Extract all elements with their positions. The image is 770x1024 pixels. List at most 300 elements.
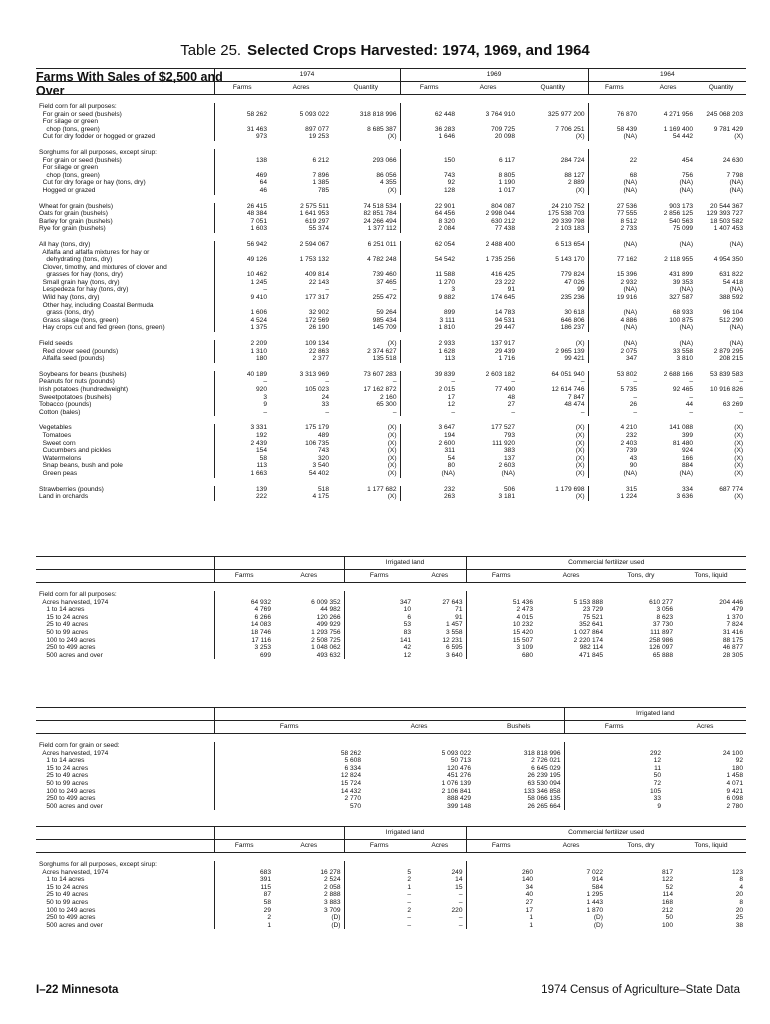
cell-value: 166	[682, 454, 694, 462]
cell-value: 46 877	[722, 644, 744, 652]
cell-value: 1 870	[586, 906, 603, 914]
table-row	[36, 401, 746, 409]
column-header: Farms	[564, 721, 664, 734]
cell-value: 5 153 888	[573, 598, 603, 606]
cell-value	[344, 861, 414, 869]
column-header: Bushels	[474, 721, 564, 734]
row-label: 1 to 14 acres	[39, 757, 85, 765]
cell-value: 12 231	[442, 636, 463, 644]
cell-value: 479	[732, 606, 744, 614]
cell-value: 86 056	[376, 171, 397, 179]
cell-value: 17	[466, 907, 536, 915]
cell-value: 90	[588, 462, 640, 470]
cell-value: 14	[455, 876, 463, 884]
table-row	[36, 795, 746, 803]
cell-value: 15	[455, 883, 463, 891]
cell-value: 39 839	[400, 371, 458, 379]
cell-value: (X)	[387, 431, 397, 439]
cell-value: 2 015	[400, 386, 458, 394]
cell-value: 3 647	[400, 424, 458, 432]
cell-value: 2 508 725	[311, 636, 341, 644]
cell-value	[400, 302, 458, 310]
cell-value	[588, 164, 640, 172]
cell-value: 1 270	[400, 279, 458, 287]
cell-value: 6 595	[445, 644, 463, 652]
cell-value: –	[458, 921, 463, 929]
cell-value: 1 048 062	[311, 644, 341, 652]
cell-value: 1 606	[214, 309, 270, 317]
cell-value: 20 544 367	[710, 202, 744, 210]
cell-value: 123	[732, 868, 744, 876]
cell-value: 2 374 627	[367, 347, 397, 355]
row-label: Alfalfa seed (pounds)	[39, 355, 105, 363]
table-row	[36, 455, 746, 463]
cell-value: 50 713	[450, 757, 471, 765]
cell-value: 260	[466, 869, 536, 877]
cell-value: 1 027 864	[573, 628, 603, 636]
cell-value	[400, 164, 458, 172]
cell-value: 99 421	[564, 355, 585, 363]
cell-value	[588, 118, 640, 126]
cell-value: (X)	[734, 454, 744, 462]
cell-value: 4 769	[214, 606, 274, 614]
cell-value: 16 278	[320, 868, 341, 876]
cell-value: 20	[735, 891, 744, 899]
cell-value: –	[214, 378, 270, 386]
row-label: For grain or seed (bushels)	[39, 156, 122, 164]
cell-value: 75 099	[672, 225, 694, 233]
table-row	[36, 317, 746, 325]
row-label: Hay crops cut and fed green (tons, green)	[39, 324, 165, 332]
cell-value: 33	[321, 401, 329, 409]
cell-value: (D)	[593, 921, 603, 929]
cell-value: 2 688 166	[663, 370, 694, 378]
cell-value: (NA)	[679, 286, 694, 294]
cell-value: 114	[662, 891, 673, 899]
table-row	[36, 172, 746, 180]
cell-value: 177 317	[305, 294, 329, 302]
cell-value: 1 663	[214, 470, 270, 478]
cell-value: 141 088	[669, 424, 694, 432]
cell-value: 1 457	[445, 621, 463, 629]
cell-value: 194	[400, 432, 458, 440]
cell-value: (NA)	[588, 286, 640, 294]
cell-value: 111 897	[650, 628, 673, 636]
cell-value: –	[325, 286, 329, 294]
cell-value: 44	[685, 401, 694, 409]
sorghum-irrigation-fertilizer-table	[36, 826, 746, 929]
row-label: chop (tons, green)	[39, 171, 100, 179]
column-header: Acres	[536, 840, 606, 853]
row-label: 50 to 99 acres	[39, 628, 89, 636]
cell-value: 7 798	[726, 171, 744, 179]
cell-value: 17	[400, 394, 458, 402]
cell-value	[214, 264, 270, 272]
cell-value: 62 448	[400, 111, 458, 119]
cell-value	[332, 149, 400, 157]
cell-value: 1 385	[312, 179, 329, 187]
cell-value: (D)	[331, 914, 341, 922]
cell-value: 1 716	[498, 355, 516, 363]
cell-value	[518, 264, 588, 272]
table-row	[36, 218, 746, 226]
cell-value: 469	[214, 172, 270, 180]
cell-value: 683	[214, 869, 274, 877]
cell-value: (NA)	[588, 340, 640, 348]
cell-value	[270, 103, 332, 111]
cell-value: 2 118 955	[664, 256, 694, 264]
cell-value: 1 646	[400, 133, 458, 141]
cell-value: 920	[214, 386, 270, 394]
cell-value	[400, 264, 458, 272]
cell-value: 56 942	[214, 241, 270, 249]
cell-value: 24 630	[722, 156, 744, 164]
cell-value: 6 098	[726, 795, 744, 803]
cell-value: 128	[400, 187, 458, 195]
cell-value: 5 143 170	[555, 256, 585, 264]
cell-value: 53 839 583	[710, 370, 744, 378]
table-row	[36, 899, 746, 907]
cell-value: 18 503 582	[710, 217, 744, 225]
table-heading: Selected Crops Harvested: 1974, 1969, and 1964	[247, 42, 590, 59]
column-header: Acres	[274, 840, 344, 853]
cell-value: 779 824	[560, 271, 585, 279]
cell-value: (NA)	[679, 324, 694, 332]
cell-value: 68 933	[672, 309, 694, 317]
cell-value: 327 587	[669, 294, 694, 302]
cell-value: 284 724	[560, 156, 585, 164]
cell-value	[332, 264, 400, 272]
cell-value: (X)	[575, 424, 585, 432]
cell-value: 7 022	[586, 868, 603, 876]
cell-value: (NA)	[588, 470, 640, 478]
cell-value: 59 264	[376, 309, 397, 317]
cell-value: 631 822	[719, 271, 744, 279]
table-row	[36, 614, 746, 622]
cell-value: 1	[466, 922, 536, 930]
cell-value: 897 077	[305, 125, 329, 133]
cell-value: 292	[564, 750, 664, 758]
cell-value: 2 473	[466, 606, 536, 614]
cell-value: 26 239 195	[527, 772, 561, 780]
cell-value: 1 017	[498, 186, 516, 194]
cell-value: 4 071	[726, 779, 744, 787]
cell-value: 1 458	[726, 772, 744, 780]
column-header: Farms	[344, 570, 414, 583]
cell-value: (X)	[575, 340, 585, 348]
table-row	[36, 432, 746, 440]
cell-value: 756	[682, 171, 694, 179]
cell-value: (X)	[575, 462, 585, 470]
cell-value: 3	[214, 394, 270, 402]
cell-value: 325 977 200	[547, 110, 585, 118]
row-label: Tomatoes	[39, 431, 72, 439]
cell-value: (X)	[387, 454, 397, 462]
cell-value: (NA)	[588, 324, 640, 332]
cell-value: 347	[588, 355, 640, 363]
cell-value: 540 563	[669, 217, 694, 225]
cell-value: –	[689, 393, 694, 401]
cell-value: 15 420	[466, 629, 536, 637]
cell-value: (NA)	[679, 240, 694, 248]
cell-value	[588, 264, 640, 272]
row-label: 25 to 49 acres	[39, 772, 89, 780]
cell-value: 383	[504, 447, 516, 455]
row-label: Wild hay (tons, dry)	[39, 294, 100, 302]
cell-value: 1 179 698	[555, 485, 585, 493]
row-label: Sweetpotatoes (bushels)	[39, 393, 112, 401]
farms-heading: Farms With Sales of $2,500 and Over	[36, 70, 223, 98]
cell-value: 2 377	[312, 355, 329, 363]
table-row	[36, 907, 746, 915]
cell-value	[332, 249, 400, 257]
cell-value	[274, 861, 344, 869]
cell-value: 42	[344, 644, 414, 652]
cell-value: 50	[564, 772, 664, 780]
cell-value: 175 179	[305, 424, 329, 432]
cell-value: –	[588, 409, 640, 417]
cell-value: (X)	[734, 424, 744, 432]
cell-value: 145 709	[372, 324, 397, 332]
cell-value	[458, 103, 518, 111]
cell-value: 14 783	[494, 309, 516, 317]
cell-value: 220	[451, 906, 463, 914]
cell-value: 5	[344, 869, 414, 877]
column-header: Tons, dry	[606, 840, 676, 853]
cell-value: 12	[400, 401, 458, 409]
cell-value: 2 933	[400, 340, 458, 348]
cell-value	[344, 591, 414, 599]
row-label: 1 to 14 acres	[39, 876, 85, 884]
row-label: Small grain hay (tons, dry)	[39, 278, 120, 286]
row-label: 500 acres and over	[39, 651, 103, 659]
cell-value: –	[458, 891, 463, 899]
cell-value: 72	[564, 780, 664, 788]
cell-value: 973	[214, 133, 270, 141]
cell-value: (X)	[387, 424, 397, 432]
table-row	[36, 644, 746, 652]
cell-value: 115	[214, 884, 274, 892]
cell-value: 33	[564, 795, 664, 803]
cell-value	[588, 149, 640, 157]
table-row	[36, 302, 746, 310]
cell-value: (X)	[387, 340, 397, 348]
cell-value: 65 300	[376, 401, 397, 409]
cell-value: 739 460	[372, 271, 397, 279]
cell-value: 19 916	[588, 294, 640, 302]
cell-value: (X)	[575, 439, 585, 447]
cell-value: 2 575 511	[300, 202, 329, 210]
cell-value: –	[325, 378, 329, 386]
cell-value: 15 396	[588, 271, 640, 279]
cell-value: 26	[588, 401, 640, 409]
column-header: Acres	[664, 721, 746, 734]
row-label: Hogged or grazed	[39, 186, 96, 194]
cell-value: 6 212	[312, 156, 329, 164]
cell-value: 83	[344, 629, 414, 637]
cell-value: 75 521	[582, 613, 603, 621]
cell-value: 120 476	[447, 764, 471, 772]
table-row	[36, 424, 746, 432]
cell-value: 8 320	[400, 218, 458, 226]
cell-value: –	[580, 378, 585, 386]
cell-value: 263	[400, 493, 458, 501]
cell-value	[564, 742, 664, 750]
cell-value: 22 143	[308, 278, 329, 286]
cell-value: (NA)	[400, 470, 458, 478]
cell-value: 192	[214, 432, 270, 440]
cell-value: 48 474	[564, 401, 585, 409]
table-row	[36, 271, 746, 279]
cell-value: 1 641 953	[299, 210, 329, 218]
cell-value: 14 432	[214, 788, 364, 796]
row-label: 250 to 499 acres	[39, 914, 96, 922]
cell-value: –	[511, 378, 516, 386]
cell-value: 30 618	[564, 309, 585, 317]
cell-value: 2 889	[568, 179, 585, 187]
cell-value	[640, 103, 696, 111]
row-label: 1 to 14 acres	[39, 606, 85, 614]
cell-value: 113	[400, 355, 458, 363]
row-label: For grain or seed (bushels)	[39, 110, 122, 118]
table-row	[36, 780, 746, 788]
column-header: Farms	[588, 82, 640, 95]
cell-value: –	[344, 922, 414, 930]
row-label: Acres harvested, 1974	[39, 868, 109, 876]
cell-value: 50	[665, 914, 673, 922]
table-row	[36, 637, 746, 645]
cell-value: –	[580, 408, 585, 416]
cell-value: 109 134	[305, 340, 329, 348]
table-row	[36, 241, 746, 249]
cell-value: 2 439	[214, 440, 270, 448]
cell-value: 2 856 125	[663, 210, 694, 218]
table-row	[36, 149, 746, 157]
cell-value: 10 462	[214, 271, 270, 279]
cell-value: 2 209	[214, 340, 270, 348]
cell-value: (X)	[734, 439, 744, 447]
cell-value: 3 056	[656, 606, 673, 614]
cell-value	[400, 249, 458, 257]
table-row	[36, 309, 746, 317]
cell-value: 2	[214, 914, 274, 922]
cell-value: (X)	[387, 186, 397, 194]
table-row	[36, 126, 746, 134]
cell-value: 54	[400, 455, 458, 463]
row-label: Cut for dry forage or hay (tons, dry)	[39, 179, 146, 187]
cell-value: 1 628	[400, 348, 458, 356]
cell-value	[696, 164, 746, 172]
row-label: Strawberries (pounds)	[39, 485, 104, 493]
cell-value: 318 818 996	[359, 110, 397, 118]
cell-value: (NA)	[679, 179, 694, 187]
row-label: All hay (tons, dry)	[39, 240, 91, 248]
row-label: 50 to 99 acres	[39, 898, 89, 906]
cell-value	[270, 118, 332, 126]
cell-value: 3 111	[400, 317, 458, 325]
cell-value: 570	[214, 803, 364, 811]
cell-value: 1 190	[498, 179, 516, 187]
table-row	[36, 914, 746, 922]
cell-value: –	[392, 408, 397, 416]
cell-value: 2 780	[726, 802, 744, 810]
cell-value: 94 531	[494, 316, 516, 324]
column-header: Tons, liquid	[676, 570, 746, 583]
cell-value: –	[739, 393, 744, 401]
cell-value: 2 726 021	[531, 757, 561, 765]
cell-value: 92 465	[672, 386, 694, 393]
table-row	[36, 803, 746, 811]
table-row	[36, 340, 746, 348]
cell-value: –	[400, 378, 458, 386]
table-row	[36, 279, 746, 287]
cell-value: 249	[451, 868, 463, 876]
cell-value: 6 334	[214, 765, 364, 773]
cell-value: (D)	[593, 914, 603, 922]
cell-value: (X)	[575, 431, 585, 439]
cell-value: 255 472	[372, 294, 397, 302]
cell-value: 1 753 132	[299, 256, 329, 264]
cell-value: 180	[732, 764, 744, 772]
cell-value: 924	[682, 447, 694, 455]
cell-value: 172 569	[305, 316, 329, 324]
cell-value: 2 770	[214, 795, 364, 803]
table-row	[36, 355, 746, 363]
table-row	[36, 157, 746, 165]
cell-value: 2 160	[380, 393, 397, 401]
cell-value: 49 126	[214, 256, 270, 264]
cell-value: 4 524	[214, 317, 270, 325]
cell-value: 122	[661, 876, 673, 884]
cell-value: 743	[317, 447, 329, 455]
cell-value: 140	[466, 876, 536, 884]
cell-value: 785	[317, 186, 329, 194]
row-label: Watermelons	[39, 454, 82, 462]
cell-value: (NA)	[729, 179, 744, 187]
cell-value: 2 403	[588, 440, 640, 448]
cell-value: 2 488 400	[485, 240, 516, 248]
table-row	[36, 470, 746, 478]
cell-value	[466, 591, 536, 599]
group-irrigated-land: Irrigated land	[344, 557, 466, 570]
cell-value: 58 262	[214, 111, 270, 119]
cell-value: 318 818 996	[523, 749, 561, 757]
cell-value: 2 594 067	[299, 240, 329, 248]
cell-value: 4 782 248	[367, 256, 397, 264]
cell-value: 2 106 841	[441, 787, 471, 795]
cell-value: 1 224	[588, 493, 640, 501]
row-label: Clover, timothy, and mixtures of clover and	[39, 263, 167, 271]
cell-value: 11 588	[400, 271, 458, 279]
cell-value: 38	[735, 921, 744, 929]
cell-value: 245 068 203	[706, 110, 744, 118]
cell-value: 174 645	[491, 294, 516, 302]
cell-value: 739	[588, 447, 640, 455]
table-number: Table 25.	[180, 42, 242, 59]
cell-value: 3 883	[323, 898, 341, 906]
row-label: Sorghums for all purposes, except sirup:	[39, 861, 158, 868]
cell-value: 4	[739, 883, 744, 891]
cell-value	[214, 861, 274, 869]
cell-value: (X)	[387, 462, 397, 470]
cell-value	[518, 249, 588, 257]
cell-value: 793	[504, 431, 516, 439]
cell-value: 3 253	[214, 644, 274, 652]
table-row	[36, 486, 746, 494]
cell-value	[458, 164, 518, 172]
table-row	[36, 249, 746, 257]
cell-value: 177 527	[491, 424, 516, 432]
